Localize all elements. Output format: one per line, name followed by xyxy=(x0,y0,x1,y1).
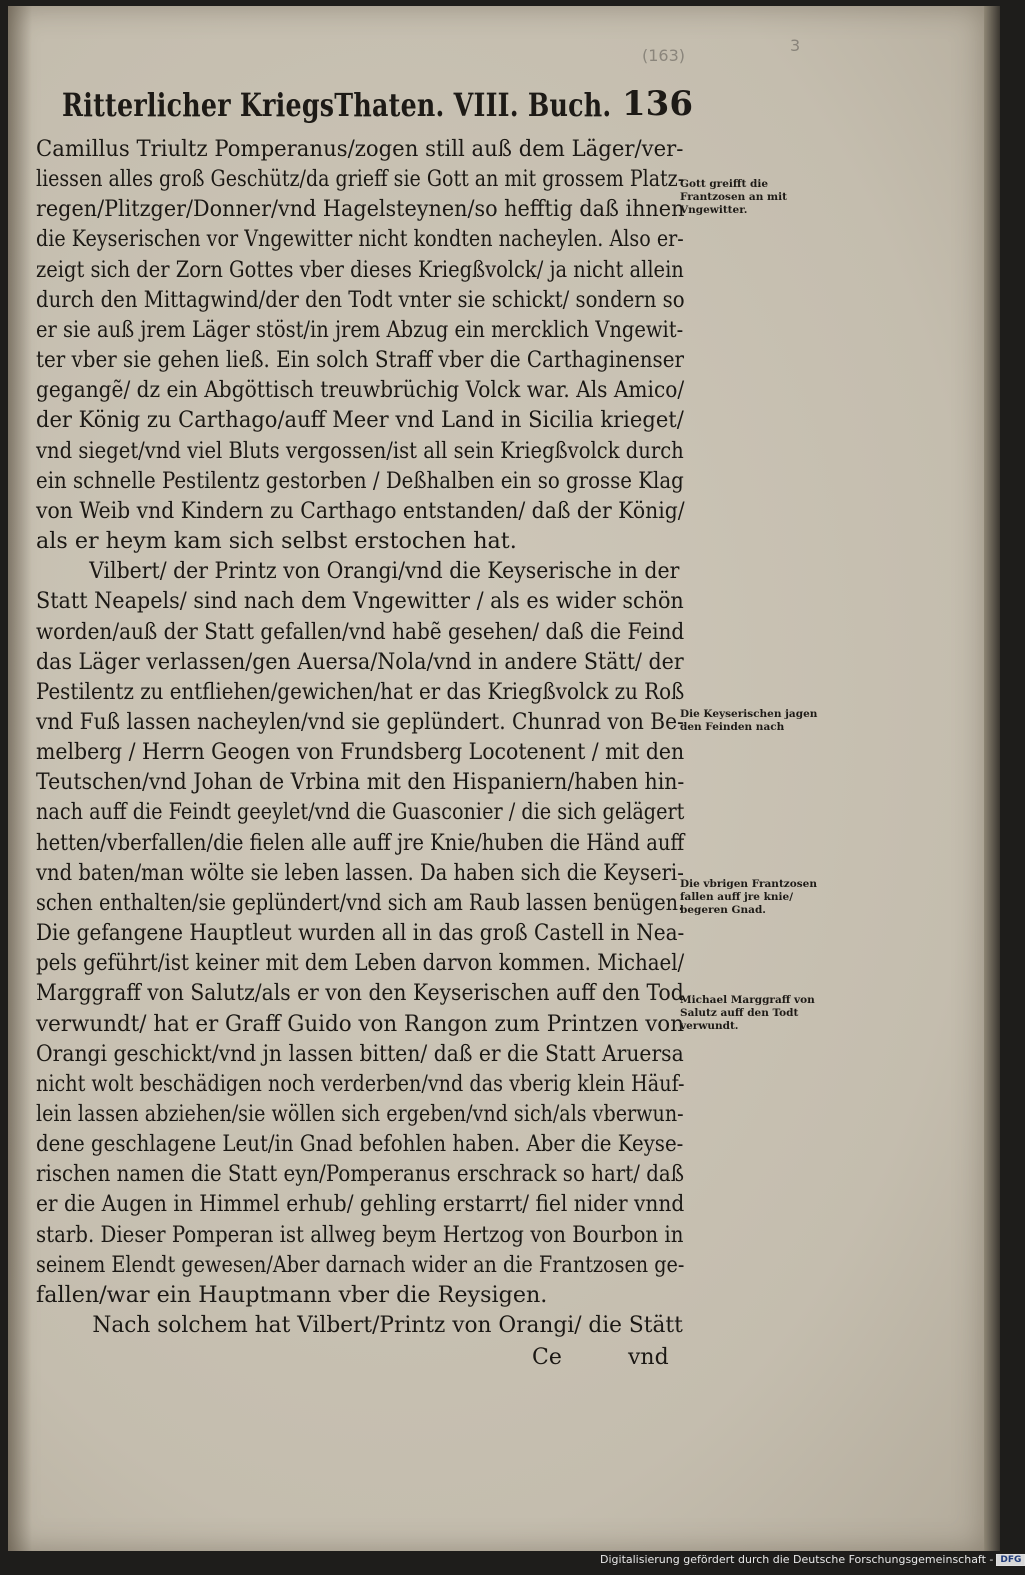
marginal-note: Die vbrigen Frantzosen fallen auff jre knie/ begeren Gnad. xyxy=(680,878,817,916)
text-line: Statt Neapels/ sind nach dem Vngewitter / als es wider schön xyxy=(36,588,684,615)
text-line: nicht wolt beschädigen noch verderben/vnd das vberig klein Häuf- xyxy=(36,1070,685,1097)
text-line: rischen namen die Statt eyn/Pomperanus erschrack so hart/ daß xyxy=(36,1161,684,1188)
text-line: seinem Elendt gewesen/Aber darnach wider an die Frantzosen ge- xyxy=(36,1251,685,1278)
text-line: Die gefangene Hauptleut wurden all in das groß Castell in Nea- xyxy=(36,920,685,947)
text-line: von Weib vnd Kindern zu Carthago entstanden/ daß der König/ xyxy=(36,497,685,524)
pencil-annotation: (163) xyxy=(642,46,686,65)
text-line: hetten/vberfallen/die fielen alle auff jre Knie/huben die Händ auff xyxy=(36,829,685,856)
text-line: ter vber sie gehen ließ. Ein solch Straff vber die Carthaginenser xyxy=(36,347,684,374)
text-line: das Läger verlassen/gen Auersa/Nola/vnd in andere Stätt/ der xyxy=(36,648,684,675)
text-line: zeigt sich der Zorn Gottes vber dieses Kriegßvolck/ ja nicht allein xyxy=(36,256,684,283)
marginal-note: Michael Marggraff von Salutz auff den Todt verwundt. xyxy=(680,994,815,1032)
text-line: starb. Dieser Pomperan ist allweg beym Hertzog von Bourbon in xyxy=(36,1221,684,1248)
credit-text: Digitalisierung gefördert durch die Deutsche Forschungsgemeinschaft - xyxy=(600,1553,994,1566)
text-line: verwundt/ hat er Graff Guido von Rangon zum Printzen von xyxy=(36,1010,684,1037)
text-line: als er heym kam sich selbst erstochen hat. xyxy=(36,528,517,555)
text-line: lein lassen abziehen/sie wöllen sich ergeben/vnd sich/als vberwun- xyxy=(36,1101,684,1127)
main-text-block xyxy=(36,134,686,1340)
text-line: liessen alles groß Geschütz/da grieff sie Gott an mit grossem Platz- xyxy=(36,166,685,193)
text-line: die Keyserischen vor Vngewitter nicht kondten nacheylen. Also er- xyxy=(36,226,684,253)
text-line: der König zu Carthago/auff Meer vnd Land in Sicilia krieget/ xyxy=(36,407,684,434)
text-line: Pestilentz zu entfliehen/gewichen/hat er das Kriegßvolck zu Roß xyxy=(36,678,685,705)
page-gutter-shadow xyxy=(8,6,32,1551)
text-line: schen enthalten/sie geplündert/vnd sich am Raub lassen benügen. xyxy=(36,889,685,916)
text-line: vnd baten/man wölte sie leben lassen. Da haben sich die Keyseri- xyxy=(36,859,684,886)
digitization-credit xyxy=(600,1553,1025,1566)
text-line: Teutschen/vnd Johan de Vrbina mit den Hispaniern/haben hin- xyxy=(36,769,685,796)
text-line: er die Augen in Himmel erhub/ gehling erstarrt/ fiel nider vnnd xyxy=(36,1191,685,1218)
text-line: gegangẽ/ dz ein Abgöttisch treuwbrüchig Volck war. Als Amico/ xyxy=(36,377,685,404)
folio-number: 136 xyxy=(622,84,693,124)
marginal-note: Gott greifft die Frantzosen an mit Vngewitter. xyxy=(680,178,787,216)
text-line: vnd sieget/vnd viel Bluts vergossen/ist all sein Kriegßvolck durch xyxy=(36,437,684,464)
running-title: Ritterlicher KriegsThaten. VIII. Buch. xyxy=(62,86,612,124)
text-line: er sie auß jrem Läger stöst/in jrem Abzug ein mercklich Vngewit- xyxy=(36,316,684,343)
text-line: Nach solchem hat Vilbert/Printz von Orangi/ die Stätt xyxy=(92,1312,683,1339)
marginal-note: Die Keyserischen jagen den Feinden nach xyxy=(680,708,818,733)
text-line: ein schnelle Pestilentz gestorben / Deßhalben ein so grosse Klag xyxy=(36,467,684,494)
text-line: Vilbert/ der Printz von Orangi/vnd die Keyserische in der xyxy=(89,558,680,585)
dfg-logo: DFG xyxy=(996,1554,1025,1566)
page-edge xyxy=(984,6,1000,1551)
text-line: Camillus Triultz Pomperanus/zogen still auß dem Läger/ver- xyxy=(36,136,684,162)
text-line: nach auff die Feindt geeylet/vnd die Guasconier / die sich gelägert xyxy=(36,799,685,826)
text-line: worden/auß der Statt gefallen/vnd habẽ gesehen/ daß die Feind xyxy=(36,618,685,645)
text-line: fallen/war ein Hauptmann vber die Reysigen. xyxy=(36,1281,548,1308)
text-line: regen/Plitzger/Donner/vnd Hagelsteynen/so hefftig daß ihnen xyxy=(36,196,685,223)
text-line: Marggraff von Salutz/als er von den Keyserischen auff den Tod xyxy=(36,980,684,1007)
catchword: Ce xyxy=(532,1345,562,1370)
text-line: dene geschlagene Leut/in Gnad befohlen haben. Aber die Keyse- xyxy=(36,1131,684,1158)
text-line: melberg / Herrn Geogen von Frundsberg Locotenent / mit den xyxy=(36,739,685,766)
text-line: vnd Fuß lassen nacheylen/vnd sie geplündert. Chunrad von Be- xyxy=(36,708,684,735)
catchword: vnd xyxy=(628,1345,669,1370)
text-line: Orangi geschickt/vnd jn lassen bitten/ daß er die Statt Aruersa xyxy=(36,1040,684,1067)
pencil-mark: 3 xyxy=(790,36,801,55)
text-line: pels geführt/ist keiner mit dem Leben darvon kommen. Michael/ xyxy=(36,950,685,977)
text-line: durch den Mittagwind/der den Todt vnter sie schickt/ sondern so xyxy=(36,286,685,313)
